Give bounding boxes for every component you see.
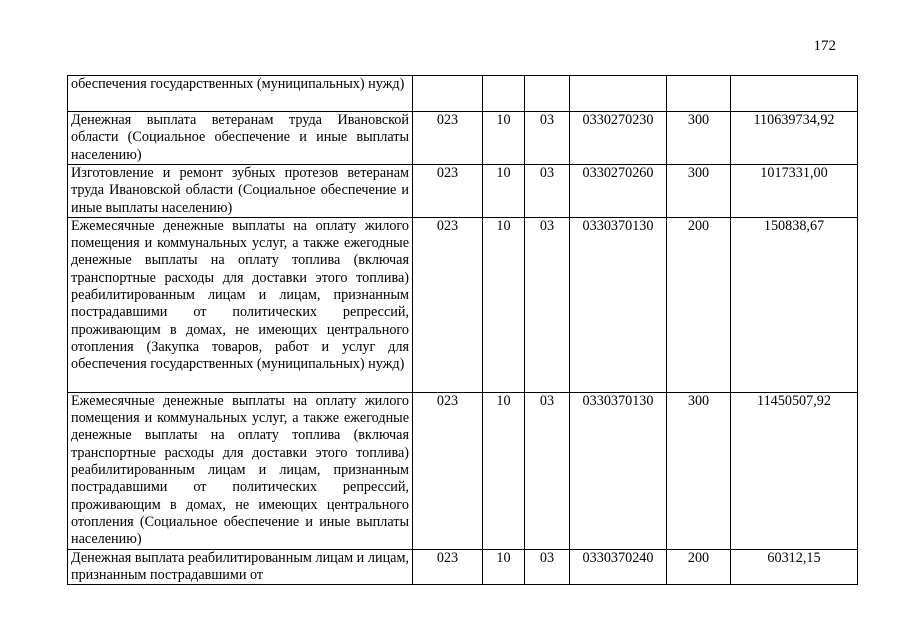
page-number: 172: [813, 38, 836, 54]
amount-value: 110639734,92: [731, 112, 858, 165]
amount-value: [731, 76, 858, 112]
ministry-code: 023: [413, 549, 483, 585]
section-code: 10: [483, 549, 525, 585]
ministry-code: 023: [413, 112, 483, 165]
amount-value: 11450507,92: [731, 392, 858, 549]
row-description: Денежная выплата ветеранам труда Ивановской области (Социальное обеспечение и иные выплаты населению): [68, 112, 413, 165]
table-row: [68, 165, 858, 218]
target-article-code: [570, 76, 667, 112]
subsection-code: 03: [525, 112, 570, 165]
row-description: Ежемесячные денежные выплаты на оплату жилого помещения и коммунальных услуг, а также ежегодные денежные выплаты на оплату топлива (включая транспортные расходы для доставки этого топлива) реабилитированным лицам и лицам, признанным пострадавшими от политических репрессий, проживающим в домах, не имеющих центрального отопления (Закупка товаров, работ и услуг для обеспечения государственных (муниципальных) нужд): [68, 217, 413, 392]
budget-table: [67, 75, 858, 585]
row-description: Денежная выплата реабилитированным лицам и лицам, признанным пострадавшими от: [68, 549, 413, 585]
ministry-code: 023: [413, 217, 483, 392]
subsection-code: 03: [525, 217, 570, 392]
target-article-code: 0330370130: [570, 392, 667, 549]
target-article-code: 0330370130: [570, 217, 667, 392]
subsection-code: 03: [525, 549, 570, 585]
section-code: 10: [483, 112, 525, 165]
target-article-code: 0330370240: [570, 549, 667, 585]
row-description: Изготовление и ремонт зубных протезов ветеранам труда Ивановской области (Социальное обеспечение и иные выплаты населению): [68, 165, 413, 218]
expense-type-code: 200: [667, 217, 731, 392]
amount-value: 150838,67: [731, 217, 858, 392]
section-code: [483, 76, 525, 112]
section-code: 10: [483, 392, 525, 549]
table-row: [68, 112, 858, 165]
expense-type-code: 300: [667, 165, 731, 218]
ministry-code: [413, 76, 483, 112]
expense-type-code: 300: [667, 392, 731, 549]
table-row: [68, 76, 858, 112]
row-description: Ежемесячные денежные выплаты на оплату жилого помещения и коммунальных услуг, а также ежегодные денежные выплаты на оплату топлива (включая транспортные расходы для доставки этого топлива) реабилитированным лицам и лицам, признанным пострадавшими от политических репрессий, проживающим в домах, не имеющих центрального отопления (Социальное обеспечение и иные выплаты населению): [68, 392, 413, 549]
subsection-code: 03: [525, 165, 570, 218]
expense-type-code: [667, 76, 731, 112]
table-row: [68, 392, 858, 549]
amount-value: 1017331,00: [731, 165, 858, 218]
expense-type-code: 300: [667, 112, 731, 165]
expense-type-code: 200: [667, 549, 731, 585]
target-article-code: 0330270260: [570, 165, 667, 218]
ministry-code: 023: [413, 165, 483, 218]
section-code: 10: [483, 165, 525, 218]
ministry-code: 023: [413, 392, 483, 549]
subsection-code: 03: [525, 392, 570, 549]
table-row: [68, 549, 858, 585]
amount-value: 60312,15: [731, 549, 858, 585]
subsection-code: [525, 76, 570, 112]
table-row: [68, 217, 858, 392]
target-article-code: 0330270230: [570, 112, 667, 165]
section-code: 10: [483, 217, 525, 392]
row-description: обеспечения государственных (муниципальных) нужд): [68, 76, 413, 112]
